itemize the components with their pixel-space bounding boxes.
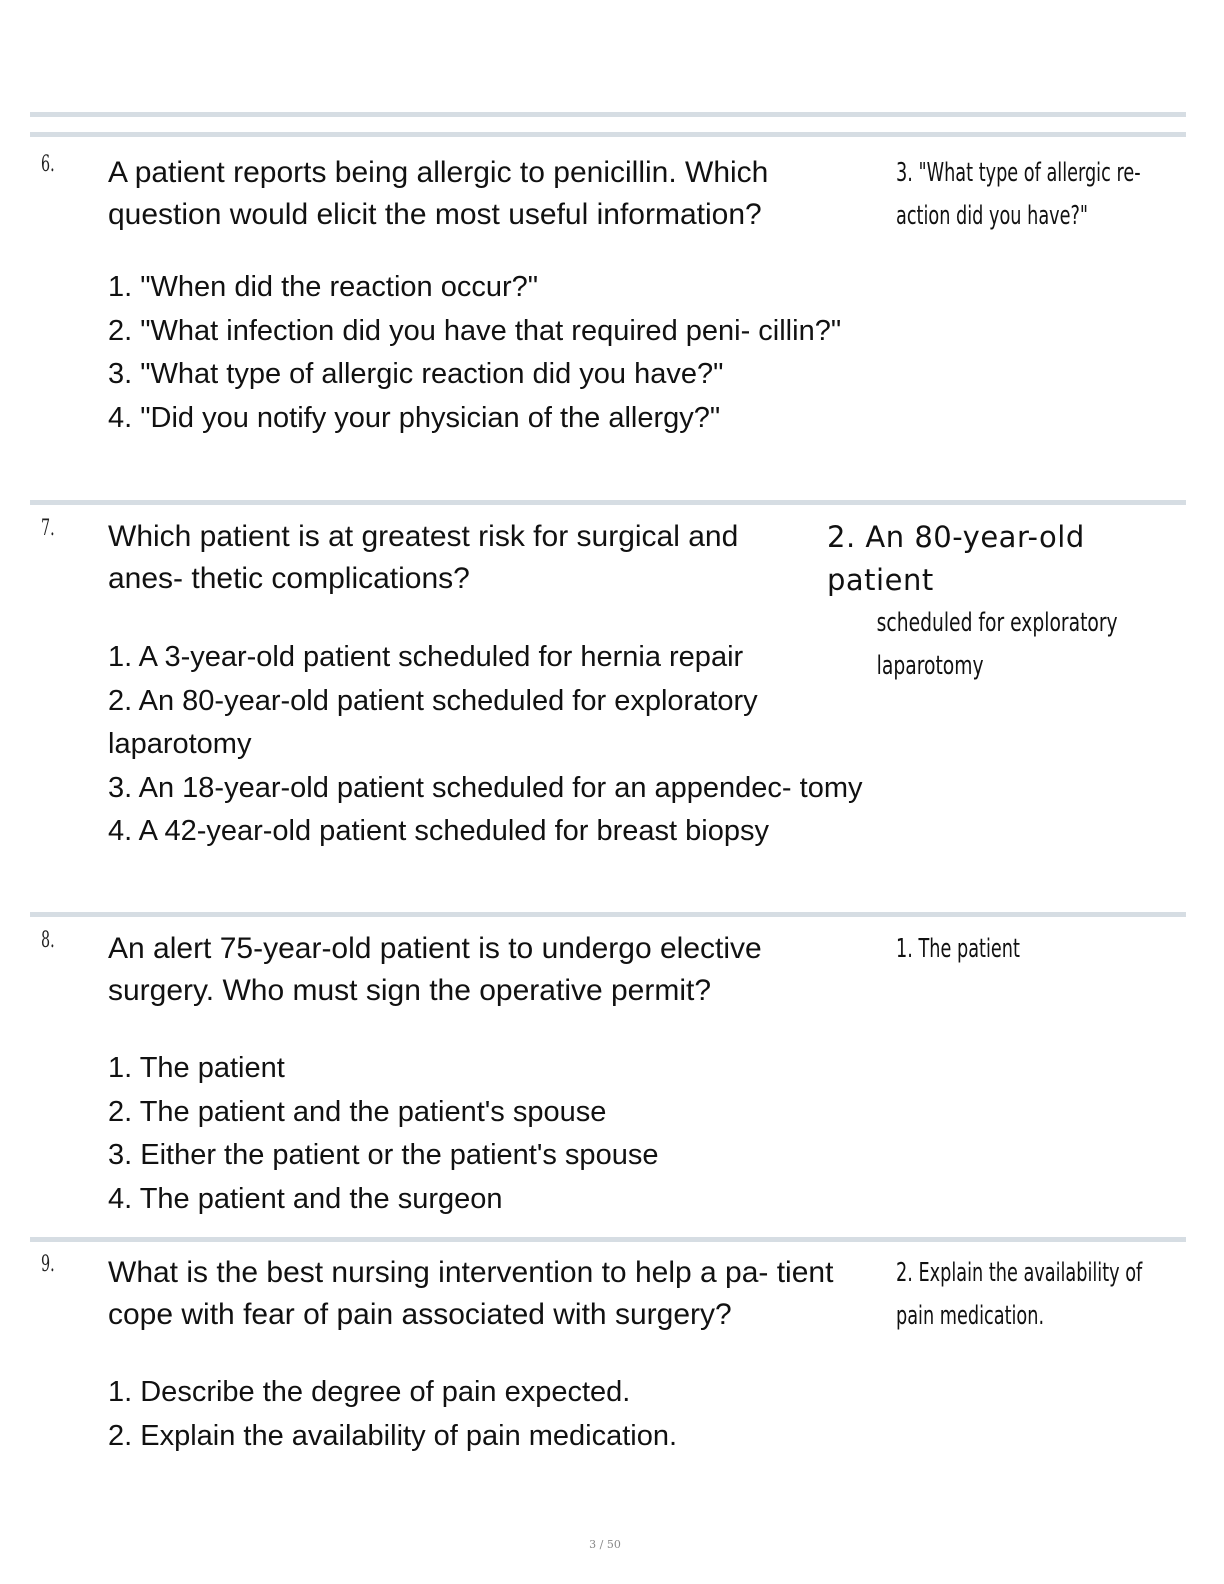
divider	[30, 500, 1186, 505]
option-2: 2. An 80-year-old patient scheduled for exploratory laparotomy	[108, 684, 758, 760]
divider	[30, 1237, 1186, 1242]
option-4: 4. "Did you notify your physician of the allergy?"	[108, 401, 721, 434]
options-list	[108, 1371, 898, 1458]
header-rule-bottom	[30, 132, 1186, 137]
option-1: 1. "When did the reaction occur?"	[108, 271, 539, 303]
options-list	[108, 636, 898, 854]
answer-text: 2. Explain the availability of pain medication.	[896, 1258, 1143, 1331]
flashcard-7	[30, 516, 1186, 896]
answer-text: 3. "What type of allergic re- action did you have?"	[896, 158, 1141, 231]
option-4: 4. A 42-year-old patient scheduled for breast biopsy	[108, 815, 769, 847]
card-number: 9.	[41, 1252, 55, 1277]
question-text: What is the best nursing intervention to help a pa- tient cope with fear of pain associated with surgery?	[108, 1256, 834, 1331]
option-2: 2. Explain the availability of pain medication.	[108, 1419, 678, 1452]
option-3: 3. An 18-year-old patient scheduled for an appendec- tomy	[108, 771, 863, 804]
option-3: 3. "What type of allergic reaction did you have?"	[108, 358, 724, 390]
card-number: 7.	[41, 516, 55, 541]
option-3: 3. Either the patient or the patient's spouse	[108, 1139, 659, 1171]
option-1: 1. Describe the degree of pain expected.	[108, 1376, 631, 1408]
answer-text: 1. The patient	[896, 934, 1020, 964]
option-1: 1. A 3-year-old patient scheduled for hernia repair	[108, 641, 744, 673]
question-text: Which patient is at greatest risk for surgical and anes- thetic complications?	[108, 520, 739, 595]
flashcard-6	[30, 152, 1186, 492]
card-number: 8.	[41, 928, 55, 953]
options-list	[108, 266, 898, 440]
answer-text	[827, 516, 1187, 688]
question-text: A patient reports being allergic to penicillin. Which question would elicit the most useful information?	[108, 156, 769, 231]
option-4: 4. The patient and the surgeon	[108, 1182, 503, 1215]
flashcard-9	[30, 1252, 1186, 1472]
header-rule-top	[30, 112, 1186, 117]
answer-line-2: scheduled for exploratory laparotomy	[876, 608, 1118, 681]
page-number: 3 / 50	[589, 1538, 621, 1551]
divider	[30, 912, 1186, 917]
card-number: 6.	[41, 152, 55, 177]
option-2: 2. "What infection did you have that required peni- cillin?"	[108, 314, 842, 347]
flashcard-8	[30, 928, 1186, 1228]
option-1: 1. The patient	[108, 1052, 285, 1084]
question-text: An alert 75-year-old patient is to undergo elective surgery. Who must sign the operative permit?	[108, 932, 762, 1007]
option-2: 2. The patient and the patient's spouse	[108, 1095, 607, 1128]
options-list	[108, 1047, 898, 1221]
answer-line-1: 2. An 80-year-old patient	[827, 520, 1085, 597]
